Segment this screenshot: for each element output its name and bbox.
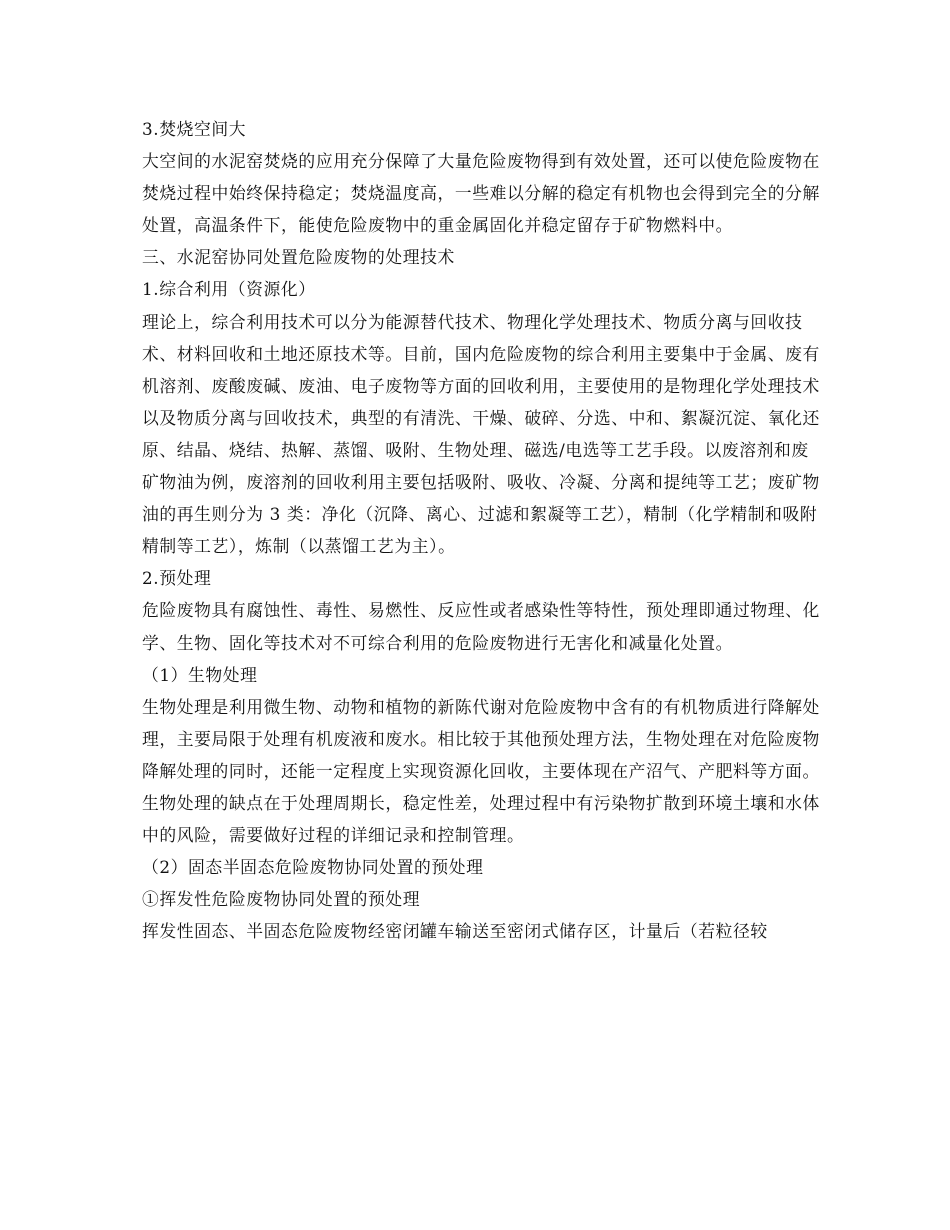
subheading-biological-treatment: （1）生物处理	[142, 664, 258, 685]
subheading-comprehensive-utilization: 1.综合利用（资源化）	[142, 279, 316, 300]
section-heading-treatment-technology: 三、水泥窑协同处置危险废物的处理技术	[142, 247, 455, 268]
subheading-volatile-waste-pretreatment: ①挥发性危险废物协同处置的预处理	[142, 889, 421, 910]
subheading-pretreatment: 2.预处理	[142, 568, 212, 589]
subheading-solid-semisolid-pretreatment: （2）固态半固态危险废物协同处置的预处理	[142, 857, 484, 878]
subheading-incineration-space: 3.焚烧空间大	[142, 119, 247, 139]
paragraph-pretreatment: 危险废物具有腐蚀性、毒性、易燃性、反应性或者感染性等特性，预处理即通过物理、化学、生物、固化等技术对不可综合利用的危险废物进行无害化和减量化处置。	[142, 600, 820, 653]
paragraph-biological-treatment: 生物处理是利用微生物、动物和植物的新陈代谢对危险废物中含有的有机物质进行降解处理，主要局限于处理有机废液和废水。相比较于其他预处理方法，生物处理在对危险废物降解处理的同时，还能一定程度上实现资源化回收，主要体现在产沼气、产肥料等方面。生物处理的缺点在于处理周期长，稳定性差，处理过程中有污染物扩散到环境土壤和水体中的风险，需要做好过程的详细记录和控制管理。	[142, 696, 820, 846]
paragraph-volatile-waste: 挥发性固态、半固态危险废物经密闭罐车输送至密闭式储存区，计量后（若粒径较	[142, 921, 768, 942]
document-body	[142, 113, 822, 947]
paragraph-incineration-space: 大空间的水泥窑焚烧的应用充分保障了大量危险废物得到有效处置，还可以使危险废物在焚烧过程中始终保持稳定；焚烧温度高，一些难以分解的稳定有机物也会得到完全的分解处置，高温条件下，能使危险废物中的重金属固化并稳定留存于矿物燃料中。	[142, 151, 820, 236]
paragraph-comprehensive-utilization: 理论上，综合利用技术可以分为能源替代技术、物理化学处理技术、物质分离与回收技术、材料回收和土地还原技术等。目前，国内危险废物的综合利用主要集中于金属、废有机溶剂、废酸废碱、废油、电子废物等方面的回收利用，主要使用的是物理化学处理技术以及物质分离与回收技术，典型的有清洗、干燥、破碎、分选、中和、絮凝沉淀、氧化还原、结晶、烧结、热解、蒸馏、吸附、生物处理、磁选/电选等工艺手段。以废溶剂和废矿物油为例，废溶剂的回收利用主要包括吸附、吸收、冷凝、分离和提纯等工艺；废矿物油的再生则分为 3 类：净化（沉降、离心、过滤和絮凝等工艺），精制（化学精制和吸附精制等工艺），炼制（以蒸馏工艺为主）。	[142, 311, 820, 557]
